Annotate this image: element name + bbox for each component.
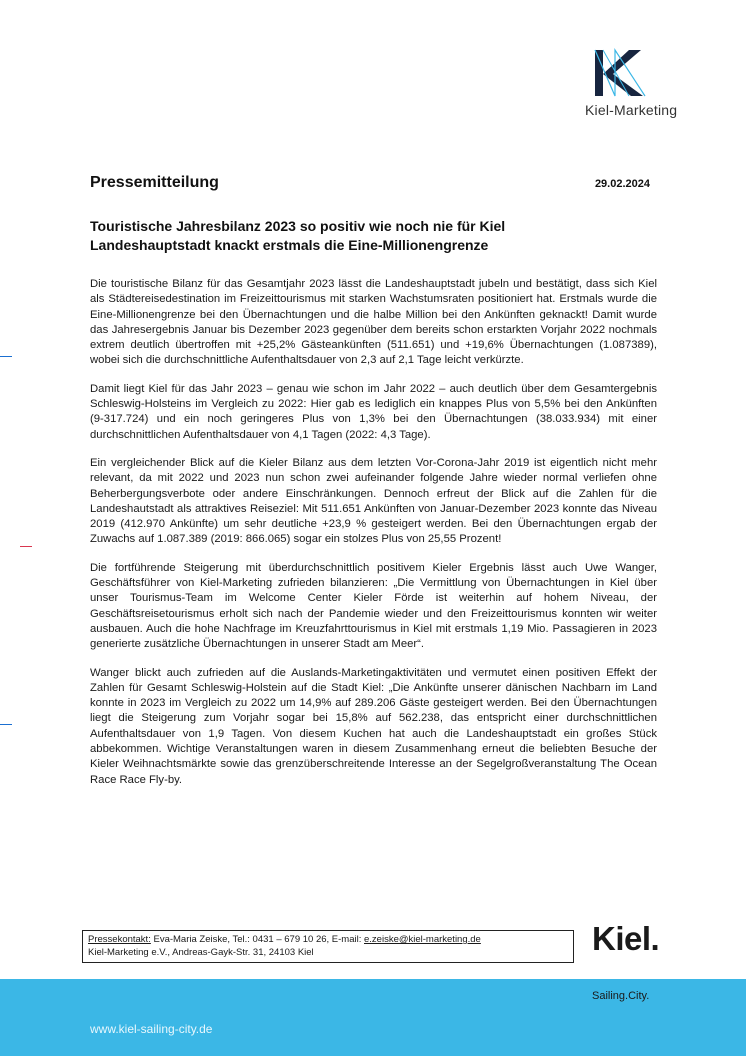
- press-contact-box: [82, 930, 574, 963]
- fold-mark-bottom: [0, 724, 12, 725]
- contact-person: Eva-Maria Zeiske, Tel.: 0431 – 679 10 26, E-mail:: [150, 934, 364, 945]
- kiel-marketing-logo: [585, 48, 685, 118]
- kiel-sailing-city-logo: [592, 920, 672, 1002]
- headline-line-2: Landeshauptstadt knackt erstmals die Eine-Millionengrenze: [90, 237, 489, 253]
- page-title: Pressemitteilung: [90, 174, 219, 191]
- contact-label: Pressekontakt:: [88, 934, 151, 945]
- paragraph-5: Wanger blickt auch zufrieden auf die Auslands-Marketingaktivitäten und vermutet einen positiven Effekt der Zahlen für Gesamt Schleswig-Holstein auf die Stadt Kiel: „Die Ankünfte unserer dänischen Nachbarn im Land konnte in 2023 im Vergleich zu 2022 um 14,9% auf 289.206 Gäste gesteigert werden. Bei den Übernachtungen liegt die Steigerung zum Vorjahr sogar bei 15,8% auf 562.238, das entspricht einer durchschnittlichen Aufenthaltsdauer von 1,9 Tagen. Von diesem Kuchen hat auch die Landeshauptstadt ein großes Stück abbekommen. Wichtige Veranstaltungen waren in diesem Zusammenhang erneut die beliebten Besuche der Kieler Weihnachtsmärkte sowie das grenzüberschreitende Interesse an der Segelgroßveranstaltung The Ocean Race Race Fly-by.: [90, 666, 657, 786]
- paragraph-1: Die touristische Bilanz für das Gesamtjahr 2023 lässt die Landeshauptstadt jubeln und bestätigt, dass sich Kiel als Städtereisedestination im Freizeittourismus mit starken Wachstumsraten positioniert hat. Erstmals wurde die Eine-Millionengrenze bei den Übernachtungen und die halbe Million bei den Ankünften geknackt! Damit wurde das Jahresergebnis Januar bis Dezember 2023 gegenüber dem bereits schon erstarkten Vorjahr 2022 nochmals extrem deutlich übertroffen mit +25,2% Gästeankünften (511.651) und +19,6% Übernachtungen (1.087389), wobei sich die durchschnittliche Aufenthaltsdauer von 2,3 auf 2,1 Tage leicht verkürzte.: [90, 278, 657, 367]
- kiel-marketing-k-logo-icon: [593, 48, 651, 98]
- headline: [90, 217, 650, 255]
- paragraph-3: Ein vergleichender Blick auf die Kieler Bilanz aus dem letzten Vor-Corona-Jahr 2019 ist eigentlich nicht mehr relevant, da mit 2022 und 2023 nun schon zwei aufeinander folgende Jahre wieder normal verliefen ohne Beherbergungsverbote oder andere Einschränkungen. Dennoch erfreut der Blick auf die Zahlen für die Landeshautstadt als attraktives Reiseziel: Mit 511.651 Ankünften von Januar-Dezember 2023 konnte das Niveau 2019 (412.970 Ankünfte) um sehr deutliche +23,9 % gesteigert werden. Bei den Übernachtungen ergab der Zuwachs auf 1.087.389 (2019: 866.065) sogar ein stolzes Plus von 25,55 Prozent!: [90, 456, 657, 546]
- brand-name: Kiel-Marketing: [585, 102, 678, 118]
- contact-address: Kiel-Marketing e.V., Andreas-Gayk-Str. 31, 24103 Kiel: [88, 947, 314, 958]
- paragraph-2: Damit liegt Kiel für das Jahr 2023 – genau wie schon im Jahr 2022 – auch deutlich über dem Gesamtergebnis Schleswig-Holsteins im Vergleich zu 2022: Hier gab es lediglich ein knappes Plus von 5,5% bei den Ankünften (9-317.724) und ein noch geringeres Plus von 1,3% bei den Übernachtungen (38.033.934) mit einer durchschnittlichen Aufenthaltsdauer von 4,1 Tagen (2022: 4,3 Tage).: [90, 382, 657, 441]
- website-link[interactable]: www.kiel-sailing-city.de: [90, 1022, 213, 1036]
- document-header: [90, 174, 652, 196]
- kiel-logo-word: Kiel.: [592, 920, 660, 957]
- contact-email-link[interactable]: e.zeiske@kiel-marketing.de: [364, 934, 481, 945]
- paragraph-4: Die fortführende Steigerung mit überdurchschnittlich positivem Kieler Ergebnis lässt auch Uwe Wanger, Geschäftsführer von Kiel-Marketing zufrieden bilanzieren: „Die Vermittlung von Übernachtungen in Kiel über unser Tourismus-Team im Welcome Center Kieler Förde ist weiterhin auf hohem Niveau, der Geschäftsreisetourismus erholt sich nach der Pandemie wieder und den Freizeittourismus konnten wir weiter ausbauen. Auch die hohe Nachfrage im Kreuzfahrttourismus in Kiel mit erstmals 1,19 Mio. Passagieren in 2023 generierte zusätzliche Übernachtungen in unserer Stadt am Meer“.: [90, 561, 657, 651]
- body-text: [90, 277, 657, 801]
- fold-mark-top: [0, 356, 12, 357]
- headline-line-1: Touristische Jahresbilanz 2023 so positiv wie noch nie für Kiel: [90, 218, 506, 234]
- kiel-logo-tagline: Sailing.City.: [592, 990, 650, 1002]
- release-date: 29.02.2024: [594, 178, 650, 190]
- punch-mark: [20, 546, 32, 547]
- kiel-logo-mirrored-word: Kiel.: [592, 953, 647, 983]
- contact-line: [88, 933, 568, 946]
